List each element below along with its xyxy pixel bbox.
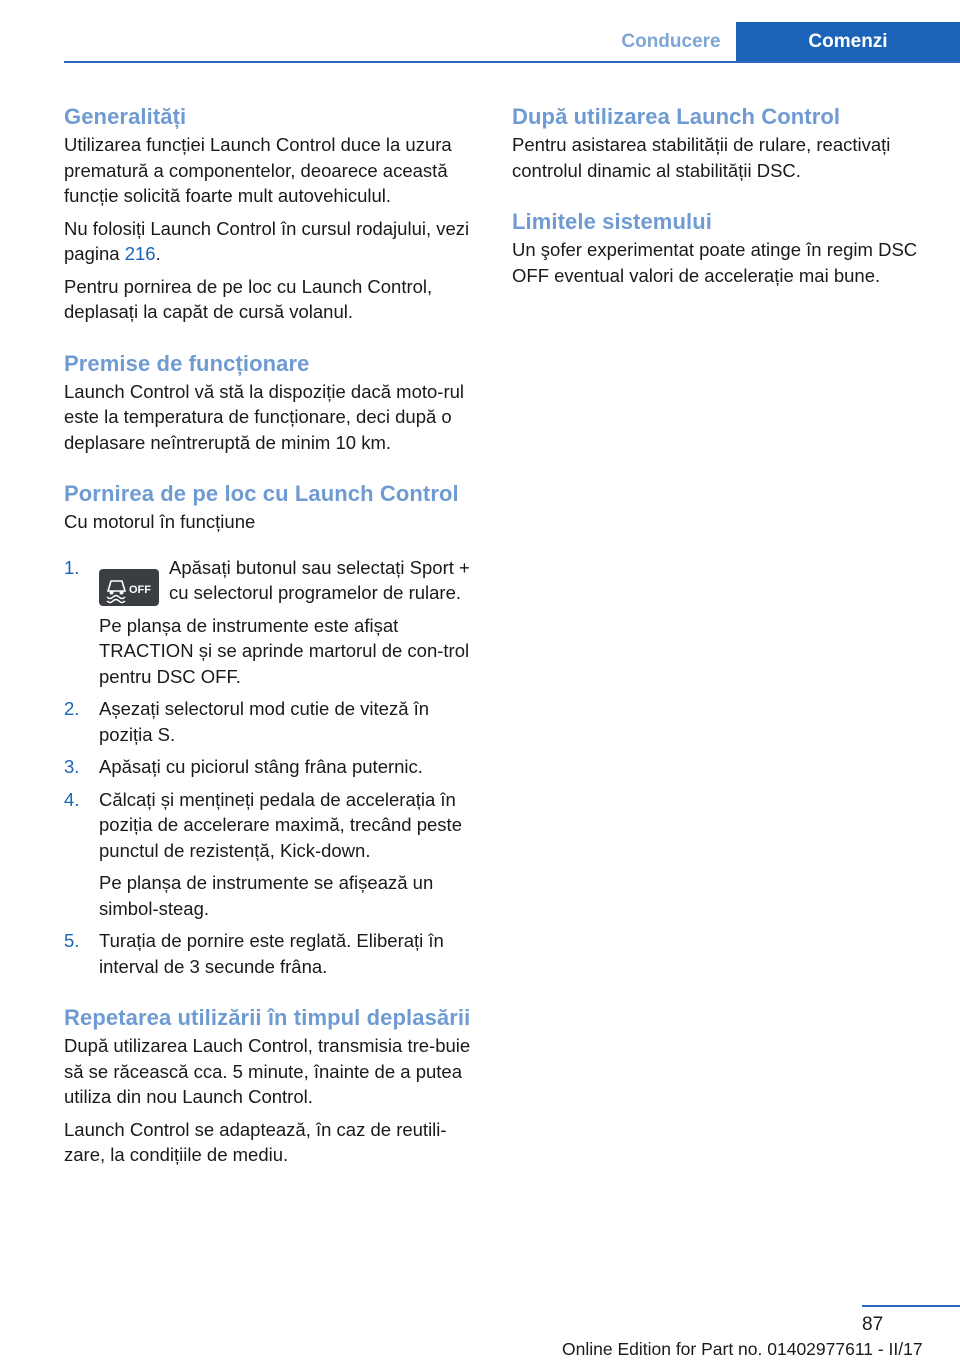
section-title-dupa-utilizarea: După utilizarea Launch Control: [512, 104, 841, 129]
step-text: Turația de pornire este reglată. Eliberați în interval de 3 secunde frâna.: [99, 930, 444, 977]
paragraph: Pentru asistarea stabilității de rulare, reactivați controlul dinamic al stabilității DSC.: [512, 134, 891, 181]
list-item: [64, 754, 482, 780]
step-number: 3.: [64, 756, 80, 777]
step-text: Așezați selectorul mod cutie de viteză în poziția S.: [99, 698, 430, 745]
section-title-repetarea: Repetarea utilizării în timpul deplasării: [64, 1005, 471, 1030]
step-text: Apăsați cu piciorul stâng frâna puternic.: [99, 756, 423, 777]
list-item: [64, 696, 482, 747]
step-number: 2.: [64, 698, 80, 719]
step-extra: Pe planșa de instrumente se afișează un simbol-steag.: [99, 872, 434, 919]
list-item: [64, 555, 482, 690]
section-title-pornirea: Pornirea de pe loc cu Launch Control: [64, 481, 459, 506]
tab-conducere[interactable]: Conducere: [606, 22, 736, 62]
paragraph: După utilizarea Lauch Control, transmisia tre‐buie să se răcească cca. 5 minute, înainte de a putea utiliza din nou Launch Control.: [64, 1035, 471, 1107]
paragraph: Cu motorul în funcțiune: [64, 511, 256, 532]
paragraph-text: Nu folosiți Launch Control în cursul rodajului, vezi pagina: [64, 217, 470, 264]
paragraph: Launch Control se adaptează, în caz de reutili‐zare, la condițiile de mediu.: [64, 1118, 447, 1165]
header-divider: [64, 61, 960, 63]
section-title-premise: Premise de funcționare: [64, 350, 310, 376]
steps-list: [64, 555, 482, 980]
page-link[interactable]: 216: [124, 243, 156, 264]
step-text: Călcați și mențineți pedala de accelerația în poziția de accelerare maximă, trecând peste punctul de rezistență, Kick-down.: [99, 788, 462, 861]
step-extra: Pe planșa de instrumente este afișat TRACTION și se aprinde martorul de con‐trol pentru DSC OFF.: [99, 614, 470, 687]
page-number: 87: [862, 1314, 884, 1335]
paragraph: Un şofer experimentat poate atinge în regim DSC OFF eventual valori de accelerație mai bune.: [512, 239, 918, 286]
paragraph: [64, 216, 482, 267]
header-tabs: [606, 22, 960, 62]
icon-label: OFF: [129, 583, 151, 596]
tab-comenzi[interactable]: Comenzi: [736, 22, 960, 62]
paragraph-end: .: [155, 243, 161, 264]
right-column: [512, 102, 932, 295]
step-number: 1.: [64, 556, 80, 578]
paragraph: Pentru pornirea de pe loc cu Launch Control, deplasați la capăt de cursă volanul.: [64, 275, 433, 322]
paragraph: Utilizarea funcției Launch Control duce la uzura prematură a componentelor, deoarece această funcție solicită foarte mult autovehiculul.: [64, 134, 452, 206]
step-number: 5.: [64, 930, 80, 951]
step-number: 4.: [64, 788, 80, 810]
section-title-generalitati: Generalități: [64, 104, 187, 129]
edition-note: Online Edition for Part no. 01402977611 - II/17: [562, 1339, 923, 1359]
section-title-limitele: Limitele sistemului: [512, 209, 712, 234]
step-text-content: Apăsați butonul sau selectați Sport + cu selectorul programelor de rulare.: [169, 556, 470, 603]
left-column: [64, 102, 482, 1175]
dsc-off-icon: [99, 569, 159, 606]
paragraph: Launch Control vă stă la dispoziție dacă moto‐rul este la temperatura de funcționare, deci după o deplasare neîntreruptă de minim 10 km.: [64, 380, 465, 453]
list-item: [64, 787, 482, 922]
list-item: [64, 928, 482, 979]
footer-divider: [862, 1305, 960, 1307]
step-text: [99, 555, 482, 606]
